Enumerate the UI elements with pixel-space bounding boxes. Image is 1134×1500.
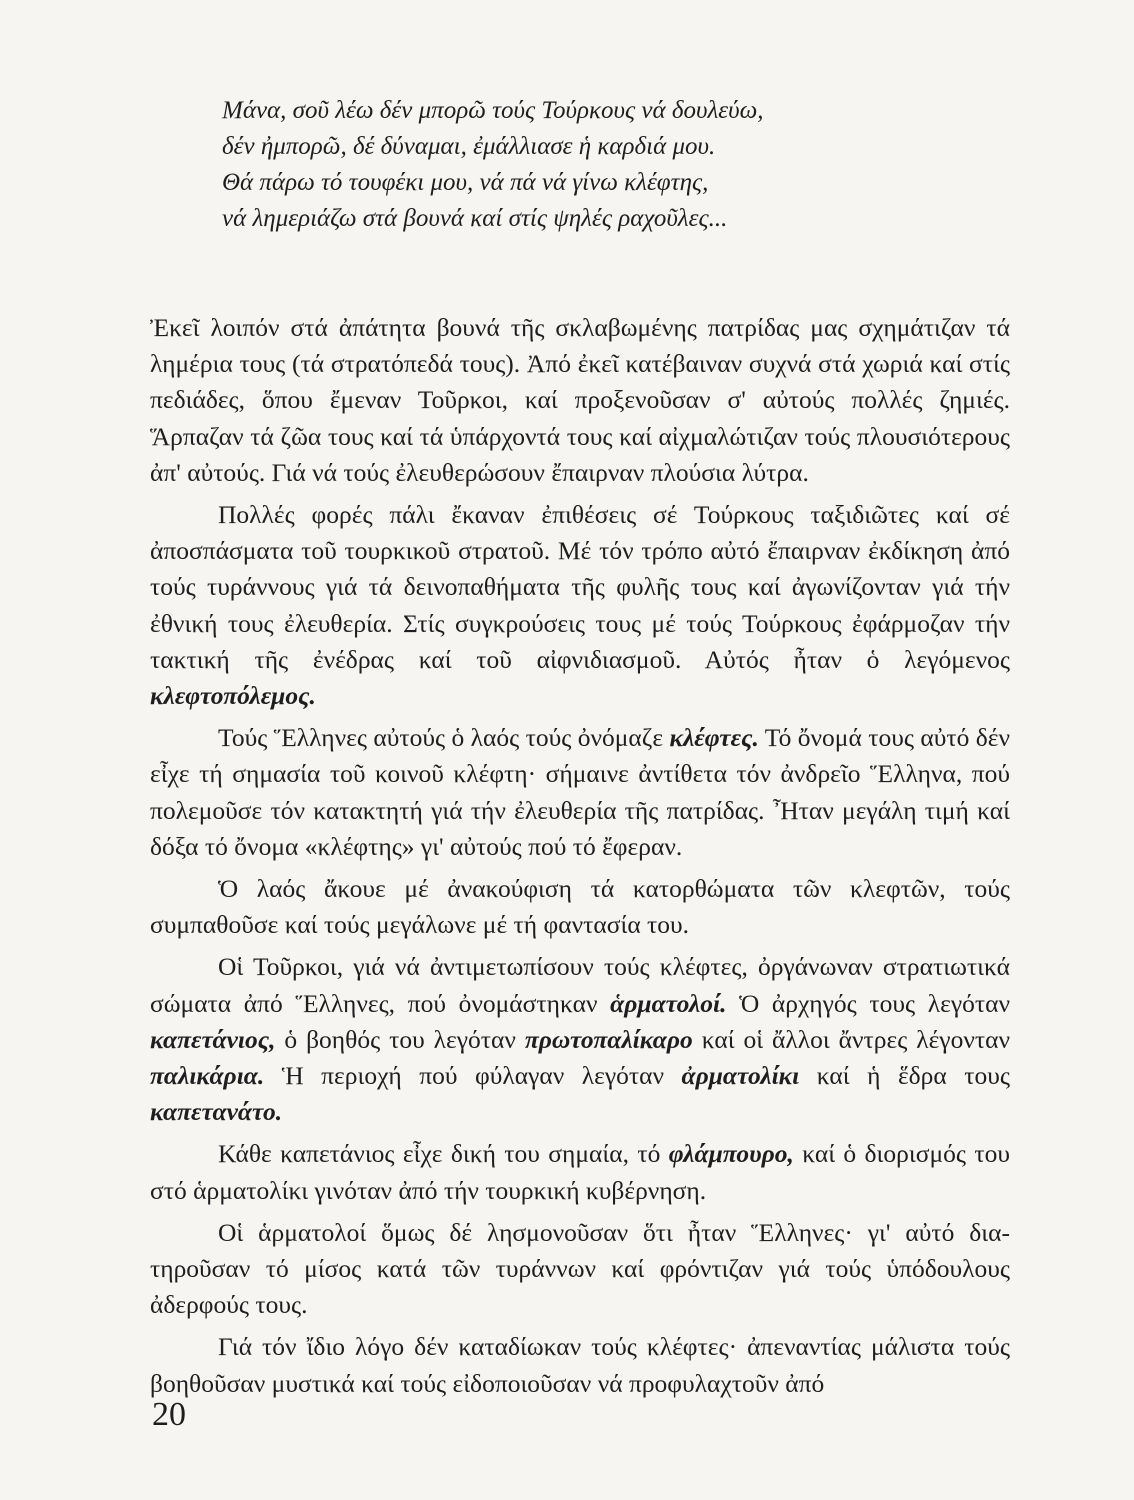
paragraph [150,497,1010,714]
paragraph-text: Οἱ Τοῦρκοι, γιά νά ἀντιμετωπίσουν τούς κλέφτες, ὀργάνωναν στρατιωτικά σώματα ἀπό Ἕλληνες, πού ὀνομάστηκαν [150,952,1010,1018]
paragraph-text: Ὁ ἀρχηγός τους λεγόταν [726,988,1010,1018]
paragraph-text: καί ἡ ἕδρα τους [799,1061,1010,1091]
term-emphasis: φλάμπουρο, [668,1139,794,1169]
term-emphasis: κλέφτες. [669,723,759,753]
term-emphasis: ἀρματολίκι [681,1061,800,1091]
term-emphasis: κλεφτοπόλεμος. [150,681,316,711]
paragraph [150,1329,1010,1401]
paragraph [150,871,1010,943]
paragraph-text: Τούς Ἕλληνες αὐτούς ὁ λαός τούς ὀνόμαζε [218,723,670,753]
paragraph-text: Γιά τόν ἴδιο λόγο δέν καταδίωκαν τούς κλέφτες· ἀπεναντίας μάλιστα τούς βοηθοῦσαν μυστικά καί τούς εἰδοποιοῦσαν νά προφυλαχτοῦν ἀπό [150,1332,1010,1398]
verse-line: νά λημεριάζω στά βουνά καί στίς ψηλές ραχοῦλες... [222,205,728,232]
verse-line: Θά πάρω τό τουφέκι μου, νά πά νά γίνω κλέφτης, [222,169,709,196]
paragraph-text: Πολλές φορές πάλι ἔκαναν ἐπιθέσεις σέ Τούρκους ταξιδιῶτες καί σέ ἀποσπάσματα τοῦ τουρκικοῦ στρατοῦ. Μέ τόν τρόπο αὐτό ἔπαιρναν ἐκδίκηση ἀπό τούς τυράννους γιά τά δεινοπαθήματα τῆς φυλῆς τους καί ἀγωνίζονταν γιά τήν ἐθνική τους ἐλευθερία. Στίς συγκρούσεις τους μέ τούς Τούρκους ἐφάρμοζαν τήν τακτική τῆς ἐνέδρας καί τοῦ αἰφνιδιασμοῦ. Αὐτός ἦταν ὁ λεγόμενος [150,500,1010,674]
term-emphasis: καπετάνιος, [150,1024,276,1054]
verse-stanza [222,93,1042,237]
term-emphasis: ἁρματολοί. [610,988,727,1018]
paragraph [150,1136,1010,1208]
paragraph-text: καί οἱ ἄλλοι ἄντρες λέγονταν [692,1024,1010,1054]
page-number: 20 [152,1396,186,1433]
term-emphasis: πρωτοπαλίκαρο [524,1024,693,1054]
paragraph [150,949,1010,1130]
paragraph-text: Οἱ ἁρματολοί ὅμως δέ λησμονοῦσαν ὅτι ἦταν Ἕλληνες· γι' αὐτό διατηροῦσαν τό μίσος κατά τῶν τυράννων καί φρόντιζαν γιά τούς ὑπόδουλους ἀδερφούς τους. [150,1217,1010,1320]
paragraph-text: Ἡ περιοχή πού φύλαγαν λεγόταν [264,1061,682,1091]
verse-line: Μάνα, σοῦ λέω δέν μπορῶ τούς Τούρκους νά δουλεύω, [222,97,764,124]
paragraph-text: καί ὁ διορισμός του στό ἁρματολίκι γινόταν ἀπό τήν τουρκική κυβέρνηση. [150,1139,1011,1205]
term-emphasis: παλικάρια. [150,1061,265,1091]
paragraph-text: Ὁ λαός ἄκουε μέ ἀνακούφιση τά κατορθώματα τῶν κλεφτῶν, τούς συμπαθοῦσε καί τούς μεγάλωνε μέ τή φαντασία του. [150,874,1010,940]
paragraph-text: ὁ βοηθός του λεγόταν [275,1024,525,1054]
paragraph [150,720,1010,865]
term-emphasis: καπετανάτο. [150,1097,283,1127]
paragraph [150,1215,1010,1324]
paragraph [150,310,1010,491]
paragraph-text: Ἐκεῖ λοιπόν στά ἀπάτητα βουνά τῆς σκλαβωμένης πατρίδας μας σχημάτιζαν τά λημέρια τους (τά στρατόπεδά τους). Ἀπό ἐκεῖ κατέβαιναν συχνά στά χωριά καί στίς πεδιάδες, ὅπου ἔμεναν Τοῦρκοι, καί προξενοῦσαν σ' αὐτούς πολλές ζημιές. Ἅρπαζαν τά ζῶα τους καί τά ὑπάρχοντά τους καί αἰχμαλώτιζαν τούς πλουσιότερους ἀπ' αὐτούς. Γιά νά τούς ἐλευθερώσουν ἔπαιρναν πλούσια λύτρα. [150,313,1010,487]
paragraph-text: Κάθε καπετάνιος εἶχε δική του σημαία, τό [218,1139,669,1169]
paragraph-text: Τό ὄνομά τους αὐτό δέν εἶχε τή σημασία τοῦ κοινοῦ κλέφτη· σήμαινε ἀντίθετα τόν ἀνδρεῖο Ἕλληνα, πού πολεμοῦσε τόν κατακτητή γιά τήν ἐλευθερία τῆς πατρίδας. Ἦταν μεγάλη τιμή καί δόξα τό ὄνομα «κλέφτης» γι' αὐτούς πού τό ἔφεραν. [150,723,1010,861]
verse-line: δέν ἠμπορῶ, δέ δύναμαι, ἐμάλλιασε ἡ καρδιά μου. [222,133,716,160]
body-text [150,310,1010,1402]
